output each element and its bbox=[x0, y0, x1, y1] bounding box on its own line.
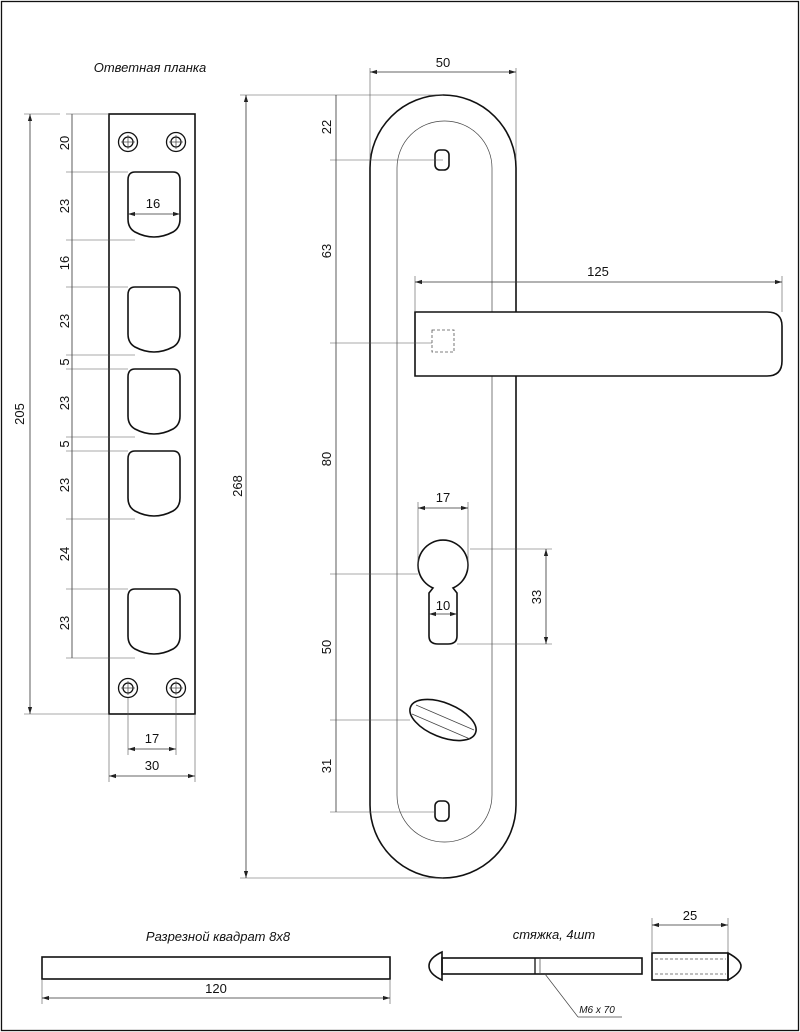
strike-plate-title: Ответная планка bbox=[93, 60, 207, 75]
dim-gap: 16 bbox=[57, 255, 72, 271]
square-spindle bbox=[42, 929, 390, 1004]
spindle-outline bbox=[42, 957, 390, 979]
bolt-slot bbox=[128, 451, 180, 516]
connecting-bolts bbox=[429, 908, 741, 1017]
bolt-head bbox=[429, 952, 442, 980]
dim-cylinder-width: 17 bbox=[435, 490, 451, 505]
dim-slot-height: 23 bbox=[57, 313, 72, 329]
sleeve-head bbox=[728, 953, 741, 980]
dim-top-to-screw: 22 bbox=[319, 119, 334, 135]
cylinder-cutout bbox=[418, 540, 468, 644]
screw-hole bbox=[119, 679, 138, 698]
page-frame bbox=[2, 2, 799, 1031]
bolt-slot bbox=[128, 589, 180, 654]
dim-slot-height: 23 bbox=[57, 477, 72, 493]
dim-plate-height: 268 bbox=[230, 475, 245, 497]
backplate-outline bbox=[370, 95, 516, 878]
dim-cylinder-to-turn: 50 bbox=[319, 639, 334, 655]
lever-handle bbox=[415, 312, 782, 376]
dim-cylinder-height: 33 bbox=[529, 589, 544, 605]
screw-hole bbox=[119, 133, 138, 152]
dim-square-to-cylinder: 80 bbox=[319, 451, 334, 467]
bolts-title: стяжка, 4шт bbox=[512, 927, 596, 942]
spindle-title: Разрезной квадрат 8x8 bbox=[145, 929, 291, 944]
dim-top-margin: 20 bbox=[57, 135, 72, 151]
dim-slot-height: 23 bbox=[57, 198, 72, 214]
dim-sleeve-length: 25 bbox=[682, 908, 698, 923]
dim-plate-height: 205 bbox=[12, 403, 27, 425]
dim-lever-length: 125 bbox=[587, 264, 609, 279]
dim-cylinder-narrow: 10 bbox=[435, 598, 451, 613]
dim-gap: 5 bbox=[57, 440, 72, 448]
bolt-slot bbox=[128, 369, 180, 434]
dim-hole-spacing: 17 bbox=[144, 731, 160, 746]
dim-gap: 5 bbox=[57, 358, 72, 366]
dim-plate-width: 50 bbox=[435, 55, 451, 70]
dim-turn-to-screw: 31 bbox=[319, 758, 334, 774]
bolt-slot bbox=[128, 287, 180, 352]
dim-slot-height: 23 bbox=[57, 615, 72, 631]
dimension-chain bbox=[66, 114, 135, 658]
thumb-turn bbox=[404, 691, 482, 749]
bolt-sleeve bbox=[652, 953, 728, 980]
dim-plate-width: 30 bbox=[144, 758, 160, 773]
screw-hole bbox=[167, 133, 186, 152]
handle-backplate bbox=[370, 95, 782, 878]
dim-gap: 24 bbox=[57, 546, 72, 562]
dim-spindle-length: 120 bbox=[205, 981, 227, 996]
strike-plate bbox=[12, 60, 206, 782]
dim-slot-width: 16 bbox=[145, 196, 161, 211]
handle-dimensions bbox=[240, 68, 782, 878]
screw-hole bbox=[167, 679, 186, 698]
bolt-shaft bbox=[442, 958, 642, 974]
screw-slot bbox=[435, 801, 449, 821]
backplate-inner-outline bbox=[397, 121, 492, 842]
dim-screw-to-square: 63 bbox=[319, 243, 334, 259]
dim-slot-height: 23 bbox=[57, 395, 72, 411]
bolt-size-label: М6 х 70 bbox=[579, 1005, 615, 1016]
